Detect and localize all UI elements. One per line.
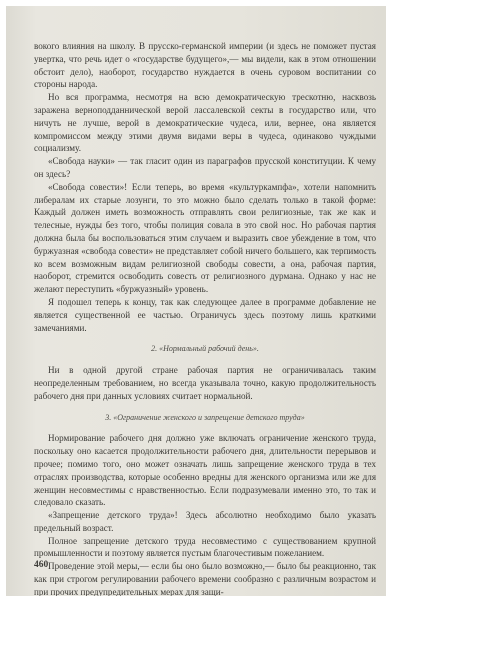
section-2-title: 2. «Нормальный рабочий день». (151, 344, 259, 354)
paragraph-5: Я подошел теперь к концу, так как следующее далее в программе добавление не является существенной ее частью. Ограничусь здесь поэтому лишь краткими замечаниями. (34, 296, 376, 333)
page-number: 460 (34, 560, 49, 570)
section-3-paragraph-1: Нормирование рабочего дня должно уже включать ограничение женского труда, поскольку оно касается продолжительности рабочего дня, длительности перерывов и прочее; помимо того, оно может означать лишь запрещение женского труда в тех отраслях производства, которые особенно вредны для женского организма или же для женщин несовместимы с нравственностью. Если подразумевали именно это, то так и следовало сказать. (34, 433, 376, 508)
section-3-title: 3. «Ограничение женского и запрещение детского труда» (105, 412, 305, 422)
section-3-paragraph-3: Полное запрещение детского труда несовместимо с существованием крупной промышленности и поэтому является пустым благочестивым пожеланием. (34, 535, 376, 559)
section-2-paragraph-1: Ни в одной другой стране рабочая партия не ограничивалась таким неопределенным требованием, но всегда указывала точно, какую продолжительность рабочего дня при данных условиях считает нормальной. (34, 365, 376, 401)
blank-margin (386, 6, 479, 596)
paragraph-2: Но вся программа, несмотря на всю демократическую трескотню, насквозь заражена верноподданнической верой лассалевской секты в государство или, что ничуть не лучше, верой в демократические чудеса, или, вернее, она является компромиссом между этими двумя видами веры в чудеса, одинаково чуждыми социализму. (34, 92, 376, 154)
paragraph-1: вокого влияния на школу. В прусско-германской империи (и здесь не поможет пустая увертка, что речь идет о «государстве будущего»,— мы видели, как в этом отношении обстоит дело), наоборот, государство нуждается в очень суровом воспитании со стороны народа. (34, 41, 376, 90)
section-3-paragraph-4: Проведение этой меры,— если бы оно было возможно,— было бы реакционно, так как при строгом регулировании рабочего времени сообразно с различным возрастом и при прочих предупредительных мерах для защи- (34, 561, 376, 596)
paragraph-3: «Свобода науки» — так гласит один из параграфов прусской конституции. К чему он здесь? (34, 156, 376, 179)
page-text (34, 40, 376, 596)
section-3-paragraph-2: «Запрещение детского труда»! Здесь абсолютно необходимо было указать предельный возраст. (34, 510, 376, 533)
scanned-page (6, 6, 386, 596)
paragraph-4: «Свобода совести»! Если теперь, во время «культуркампфа», хотели напомнить либералам их старые лозунги, то это можно было сделать только в такой форме: Каждый должен иметь возможность отправлять свои религиозные, так же как и телесные, нужды без того, чтобы полиция совала в это свой нос. Но рабочая партия должна была бы воспользоваться этим случаем и выразить свое убеждение в том, что буржуазная «свобода совести» не представляет собой ничего большего, как терпимость ко всем возможным видам религиозной свободы совести, а она, рабочая партия, наоборот, стремится освободить совесть от религиозного дурмана. Однако у нас не желают переступить «буржуазный» уровень. (34, 181, 376, 295)
